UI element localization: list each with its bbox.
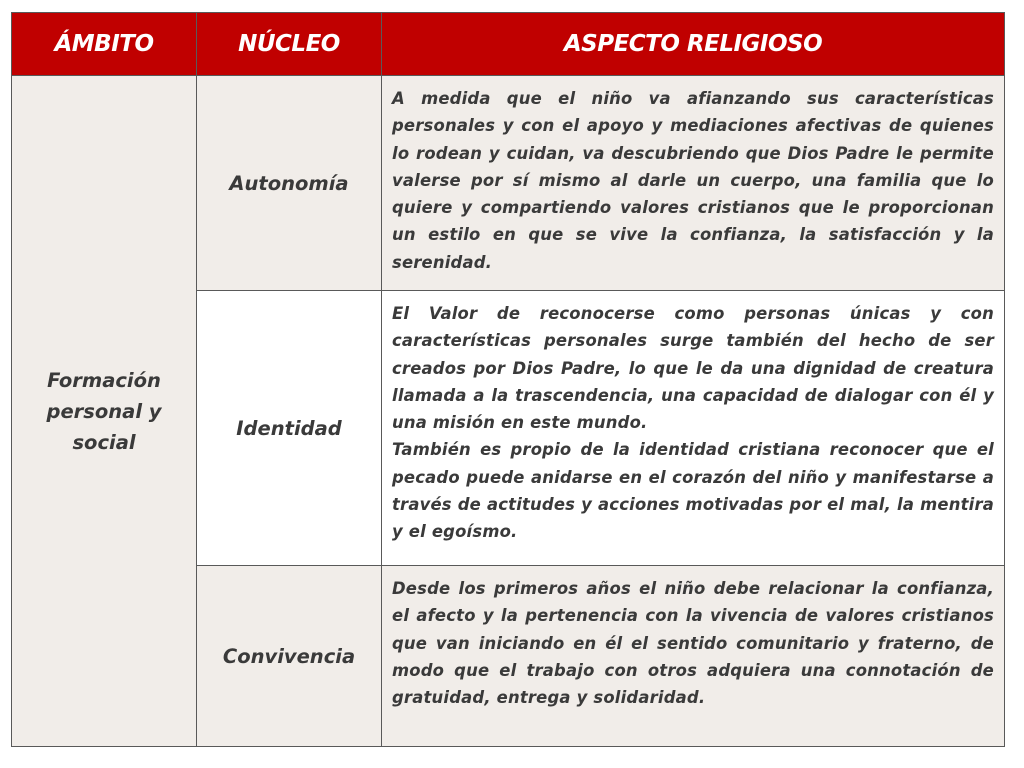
nucleo-convivencia: Convivencia [197,566,382,747]
nucleo-autonomia: Autonomía [197,76,382,291]
header-row [12,13,1005,76]
aspecto-paragraph: También es propio de la identidad cristiana reconocer que el pecado puede anidarse en el corazón del niño y manifestarse a través de actitudes y acciones motivadas por el mal, la mentira y el egoísmo. [392,440,994,542]
table-row [12,76,1005,291]
ambito-line: personal y [46,399,162,423]
curriculum-table [11,12,1005,747]
header-aspecto-religioso: ASPECTO RELIGIOSO [382,13,1005,76]
ambito-cell [12,76,197,747]
ambito-line: Formación [47,368,161,392]
header-nucleo: NÚCLEO [197,13,382,76]
nucleo-identidad: Identidad [197,291,382,566]
aspecto-autonomia [382,76,1005,291]
aspecto-paragraph: Desde los primeros años el niño debe relacionar la confianza, el afecto y la pertenencia con la vivencia de valores cristianos que van iniciando en él el sentido comunitario y fraterno, de modo que el trabajo con otros adquiera una connotación de gratuidad, entrega y solidaridad. [392,579,994,708]
header-ambito: ÁMBITO [12,13,197,76]
aspecto-convivencia [382,566,1005,747]
aspecto-paragraph: El Valor de reconocerse como personas únicas y con características personales surge también del hecho de ser creados por Dios Padre, lo que le da una dignidad de creatura llamada a la trascendencia, una capacidad de dialogar con él y una misión en este mundo. [392,304,994,433]
aspecto-identidad [382,291,1005,566]
ambito-line: social [72,430,136,454]
aspecto-paragraph: A medida que el niño va afianzando sus características personales y con el apoyo y mediaciones afectivas de quienes lo rodean y cuidan, va descubriendo que Dios Padre le permite valerse por sí mismo al darle un cuerpo, una familia que lo quiere y compartiendo valores cristianos que le proporcionan un estilo en que se vive la confianza, la satisfacción y la serenidad. [392,89,994,272]
